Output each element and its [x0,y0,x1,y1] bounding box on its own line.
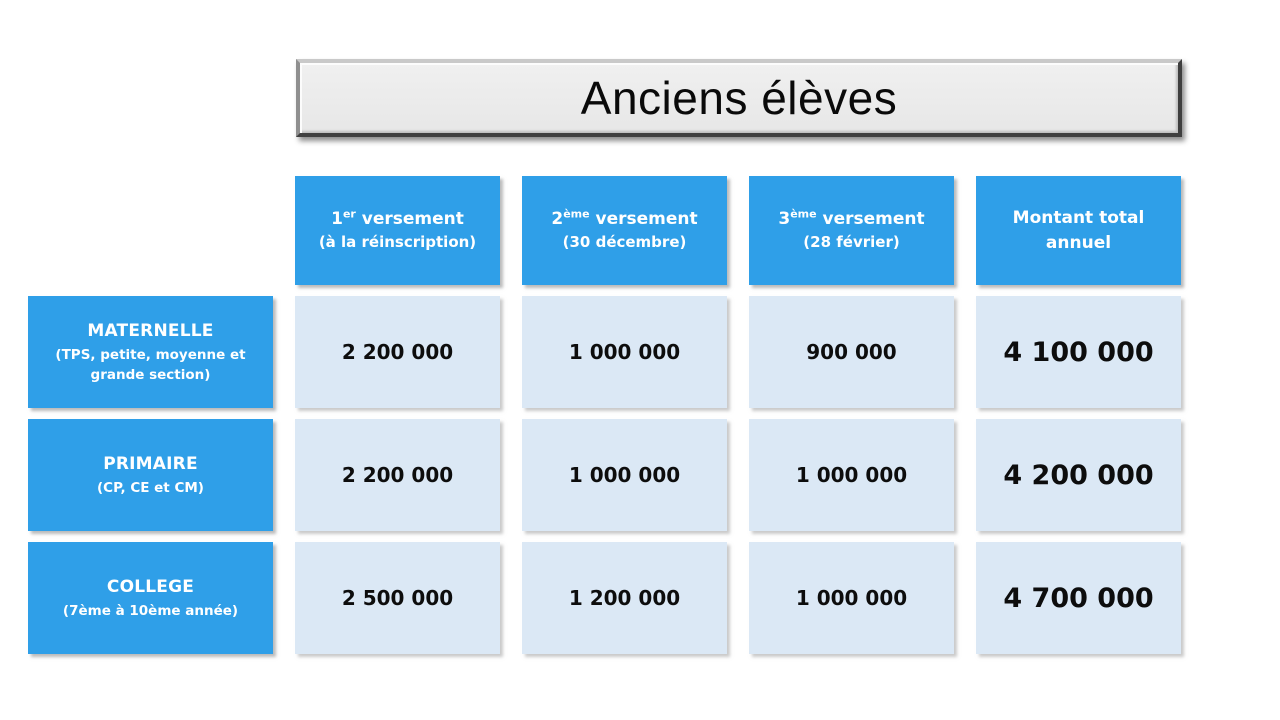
column-number: 3 [778,209,791,230]
column-word: versement [355,209,464,230]
cell-primaire-versement-2: 1 000 000 [522,419,727,531]
cell-college-versement-3: 1 000 000 [749,542,954,654]
column-header-note: (à la réinscription) [318,232,477,251]
row-label: COLLEGE [106,577,195,598]
column-word: versement [589,209,698,230]
cell-primaire-total: 4 200 000 [976,419,1181,531]
column-ordinal-suffix: ème [790,207,817,221]
column-ordinal-suffix: ème [563,207,590,221]
slide-title-box [296,59,1182,137]
column-header-title [331,207,464,232]
cell-primaire-versement-1: 2 200 000 [295,419,500,531]
row-label: MATERNELLE [87,321,214,341]
cell-college-versement-1: 2 500 000 [295,542,500,654]
column-header-title: Montant total [1012,207,1145,228]
column-ordinal-suffix: er [342,207,356,221]
cell-maternelle-versement-1: 2 200 000 [295,296,500,408]
row-note: (TPS, petite, moyenne et grande section) [55,346,246,383]
row-note: (7ème à 10ème année) [62,602,239,619]
column-header-versement-1 [295,176,500,285]
row-label: PRIMAIRE [103,454,198,475]
column-header-title [778,207,924,232]
fee-table [28,176,1181,654]
column-header-versement-3 [749,176,954,285]
column-number: 1 [331,209,343,230]
column-header-montant-total [976,176,1181,285]
table-corner-spacer [28,176,273,285]
row-header-maternelle [28,296,273,408]
cell-primaire-versement-3: 1 000 000 [749,419,954,531]
column-header-versement-2 [522,176,727,285]
column-header-title [551,207,697,232]
cell-maternelle-versement-2: 1 000 000 [522,296,727,408]
column-word: versement [816,209,925,230]
row-header-college [28,542,273,654]
cell-maternelle-total: 4 100 000 [976,296,1181,408]
cell-college-versement-2: 1 200 000 [522,542,727,654]
cell-college-total: 4 700 000 [976,542,1181,654]
column-number: 2 [551,209,564,230]
row-note: (CP, CE et CM) [97,479,204,496]
column-header-note: (28 février) [803,232,900,251]
column-header-title-line2: annuel [1045,232,1112,253]
slide-title: Anciens élèves [580,72,898,124]
cell-maternelle-versement-3: 900 000 [749,296,954,408]
column-header-note: (30 décembre) [562,232,687,251]
row-header-primaire [28,419,273,531]
